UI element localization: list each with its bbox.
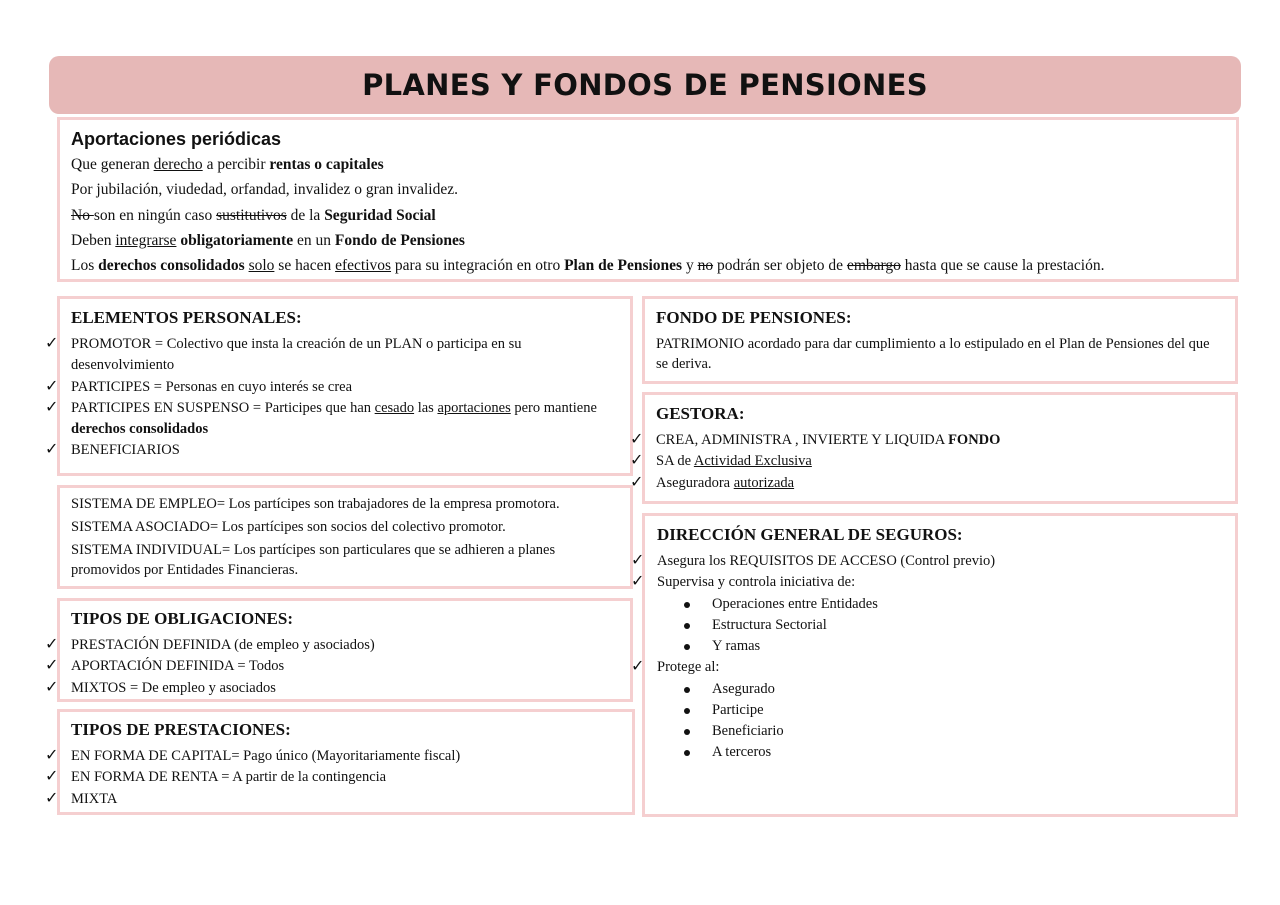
bullet-icon [684, 602, 690, 608]
title-banner [49, 56, 1241, 114]
check-icon: ✓ [45, 439, 59, 459]
gestora-section [630, 392, 1238, 504]
prestaciones-list [45, 745, 621, 810]
fondo-heading: FONDO DE PENSIONES: [656, 308, 852, 327]
list-item: ✓ PARTICIPES = Personas en cuyo interés se crea [45, 375, 353, 395]
bullet-icon [684, 729, 690, 735]
list-item: ✓ CREA, ADMINISTRA , INVIERTE Y LIQUIDA FONDO [630, 429, 1001, 448]
intro-section [57, 117, 1239, 282]
check-icon: ✓ [45, 676, 59, 696]
fondo-text: PATRIMONIO acordado para dar cumplimiento a lo estipulado en el Plan de Pensiones del que se deriva. [656, 336, 1210, 372]
intro-line-5: Los derechos consolidados solo se hacen efectivos para su integración en otro Plan de Pensiones y no podrán ser objeto de embargo hasta que se cause la prestación. [71, 257, 1105, 275]
gestora-list [630, 429, 1224, 494]
list-item: Operaciones entre Entidades [712, 594, 1223, 615]
check-icon: ✓ [45, 396, 59, 416]
tipos-prestaciones-section [45, 709, 635, 815]
elementos-personales-section [45, 296, 633, 476]
bullet-icon [684, 623, 690, 629]
list-item: Beneficiario [712, 721, 1223, 742]
list-item: Asegurado [712, 679, 1223, 700]
list-item: Y ramas [712, 636, 1223, 657]
check-icon: ✓ [631, 550, 645, 569]
list-item: ✓ PARTICIPES EN SUSPENSO = Participes que han cesado las aportaciones pero mantiene derechos consolidados [45, 396, 597, 438]
list-item: ✓ Asegura los REQUISITOS DE ACCESO (Control previo) [631, 550, 996, 569]
intro-line-1: Que generan derecho a percibir rentas o capitales [71, 156, 384, 173]
check-icon: ✓ [45, 766, 59, 786]
check-icon: ✓ [45, 634, 59, 653]
check-icon: ✓ [45, 655, 59, 675]
intro-heading: Aportaciones periódicas [71, 129, 282, 149]
sistema-asociado: SISTEMA ASOCIADO= Los partícipes son socios del colectivo promotor. [71, 519, 506, 535]
bullet-icon [684, 687, 690, 693]
list-item: ✓ PRESTACIÓN DEFINIDA (de empleo y asociados) [45, 634, 375, 653]
list-item: Estructura Sectorial [712, 615, 1223, 636]
intro-line-4: Deben integrarse obligatoriamente en un Fondo de Pensiones [71, 231, 465, 249]
list-item: ✓ BENEFICIARIOS [45, 439, 180, 459]
obligaciones-heading: TIPOS DE OBLIGACIONES: [71, 609, 293, 628]
bullet-icon [684, 750, 690, 756]
dgs-heading: DIRECCIÓN GENERAL DE SEGUROS: [657, 525, 963, 544]
gestora-heading: GESTORA: [656, 404, 745, 423]
check-icon: ✓ [45, 333, 59, 352]
bullet-icon [684, 644, 690, 650]
list-item: ✓ MIXTA [45, 787, 118, 807]
dgs-list [631, 550, 1223, 763]
sistema-individual: SISTEMA INDIVIDUAL= Los partícipes son particulares que se adhieren a planes promovidos por Entidades Financieras. [71, 542, 556, 578]
list-item: ✓ EN FORMA DE RENTA = A partir de la contingencia [45, 766, 387, 786]
list-item: ✓ Supervisa y controla iniciativa de: Operaciones entre Entidades Estructura Sectorial Y ramas [657, 572, 1223, 657]
dgs-sublist-1 [657, 594, 1223, 658]
elementos-list [45, 333, 619, 462]
check-icon: ✓ [45, 375, 59, 395]
page-title: PLANES Y FONDOS DE PENSIONES [362, 68, 928, 102]
sistema-empleo: SISTEMA DE EMPLEO= Los partícipes son trabajadores de la empresa promotora. [71, 496, 560, 512]
sistemas-section [57, 485, 633, 589]
check-icon: ✓ [45, 787, 59, 807]
direccion-general-seguros-section [631, 513, 1238, 817]
list-item: ✓ SA de Actividad Exclusiva [630, 450, 812, 470]
list-item: ✓ MIXTOS = De empleo y asociados [45, 676, 276, 696]
intro-line-3: No son en ningún caso sustitutivos de la Seguridad Social [71, 206, 436, 224]
fondo-pensiones-section [642, 296, 1238, 384]
check-icon: ✓ [631, 571, 645, 591]
check-icon: ✓ [630, 471, 644, 491]
list-item: ✓ PROMOTOR = Colectivo que insta la creación de un PLAN o participa en su desenvolvimiento [45, 333, 522, 374]
list-item: ✓ Aseguradora autorizada [630, 471, 795, 491]
check-icon: ✓ [45, 745, 59, 764]
list-item: ✓ APORTACIÓN DEFINIDA = Todos [45, 655, 285, 675]
intro-line-2: Por jubilación, viudedad, orfandad, invalidez o gran invalidez. [71, 181, 458, 199]
list-item: Participe [712, 700, 1223, 721]
tipos-obligaciones-section [45, 598, 633, 702]
dgs-sublist-2 [657, 679, 1223, 764]
obligaciones-list [45, 634, 619, 699]
list-item: ✓ EN FORMA DE CAPITAL= Pago único (Mayoritariamente fiscal) [45, 745, 461, 764]
bullet-icon [684, 708, 690, 714]
check-icon: ✓ [631, 656, 645, 676]
list-item: A terceros [712, 742, 1223, 763]
check-icon: ✓ [630, 450, 644, 470]
prestaciones-heading: TIPOS DE PRESTACIONES: [71, 720, 291, 739]
list-item: ✓ Protege al: Asegurado Participe Beneficiario A terceros [657, 657, 1223, 763]
elementos-heading: ELEMENTOS PERSONALES: [71, 308, 302, 327]
check-icon: ✓ [630, 429, 644, 448]
